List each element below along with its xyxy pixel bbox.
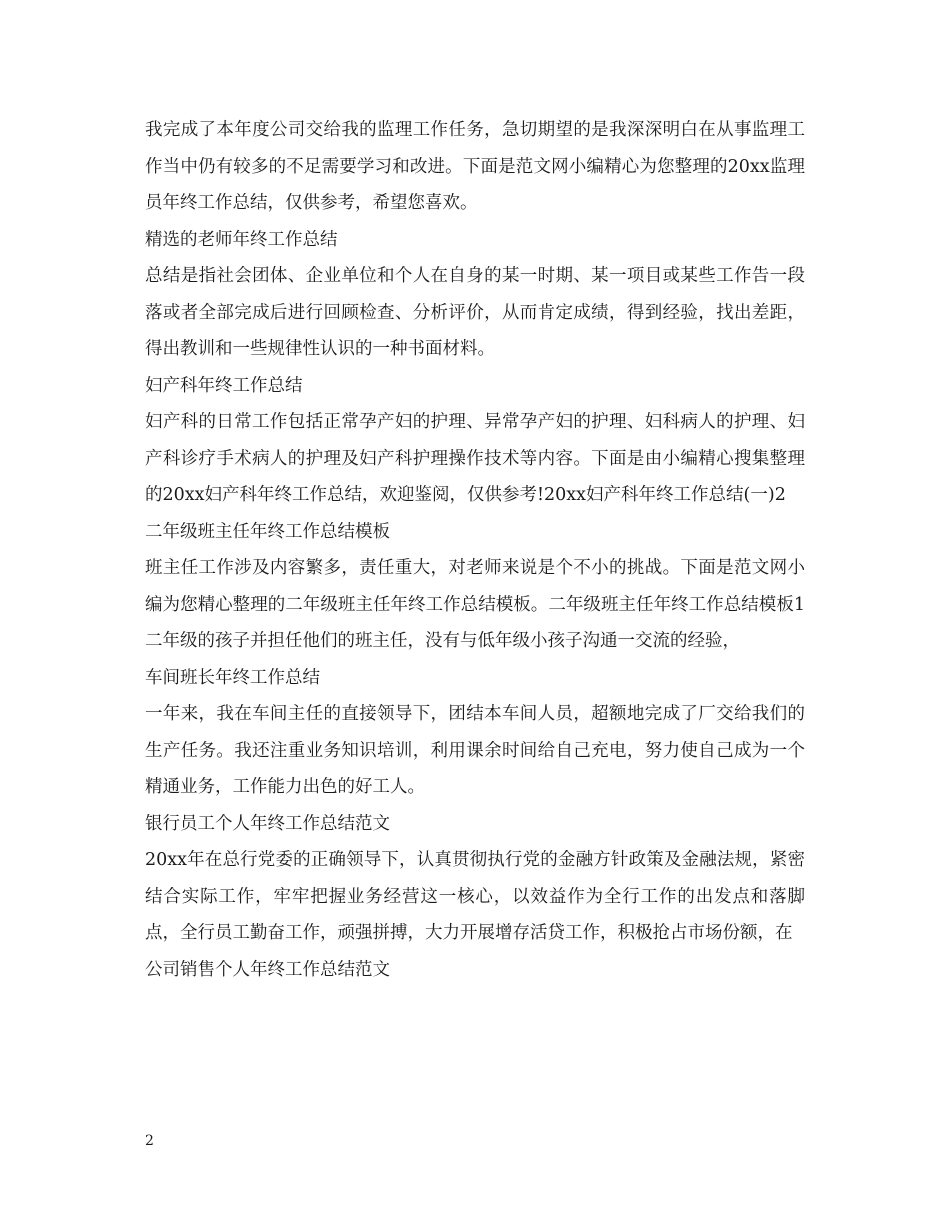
bank-employee-summary-paragraph: 20xx年在总行党委的正确领导下，认真贯彻执行党的金融方针政策及金融法规，紧密结合实际工作，牢牢把握业务经营这一核心，以效益作为全行工作的出发点和落脚点，全行员工勤奋工作，顽强拼搏，大力开展增存活贷工作，积极抢占市场份额，在: [145, 850, 805, 943]
section-heading-workshop-leader-summary[interactable]: 车间班长年终工作总结: [145, 667, 320, 688]
section-heading-sales-summary[interactable]: 公司销售个人年终工作总结范文: [145, 959, 390, 980]
section-heading-bank-employee-summary[interactable]: 银行员工个人年终工作总结范文: [145, 813, 390, 834]
teacher-summary-paragraph: 总结是指社会团体、企业单位和个人在自身的某一时期、某一项目或某些工作告一段落或者全部完成后进行回顾检查、分析评价，从而肯定成绩，得到经验，找出差距，得出教训和一些规律性认识的一种书面材料。: [145, 266, 805, 359]
page-number: 2: [145, 1133, 154, 1149]
obstetrics-summary-paragraph: 妇产科的日常工作包括正常孕产妇的护理、异常孕产妇的护理、妇科病人的护理、妇产科诊疗手术病人的护理及妇产科护理操作技术等内容。下面是由小编精心搜集整理的20xx妇产科年终工作总结，欢迎鉴阅，仅供参考!20xx妇产科年终工作总结(一)2: [145, 412, 805, 505]
document-body: [145, 112, 805, 988]
intro-paragraph: 我完成了本年度公司交给我的监理工作任务，急切期望的是我深深明白在从事监理工作当中仍有较多的不足需要学习和改进。下面是范文网小编精心为您整理的20xx监理员年终工作总结，仅供参考，希望您喜欢。: [145, 120, 805, 213]
section-heading-class-teacher-summary[interactable]: 二年级班主任年终工作总结模板: [145, 521, 390, 542]
class-teacher-summary-paragraph: 班主任工作涉及内容繁多，责任重大，对老师来说是个不小的挑战。下面是范文网小编为您精心整理的二年级班主任年终工作总结模板。二年级班主任年终工作总结模板1二年级的孩子并担任他们的班主任，没有与低年级小孩子沟通一交流的经验，: [145, 558, 805, 651]
section-heading-obstetrics-summary[interactable]: 妇产科年终工作总结: [145, 375, 303, 396]
workshop-leader-summary-paragraph: 一年来，我在车间主任的直接领导下，团结本车间人员，超额地完成了厂交给我们的生产任务。我还注重业务知识培训，利用课余时间给自己充电，努力使自己成为一个精通业务，工作能力出色的好工人。: [145, 704, 805, 797]
section-heading-teacher-summary[interactable]: 精选的老师年终工作总结: [145, 229, 338, 250]
